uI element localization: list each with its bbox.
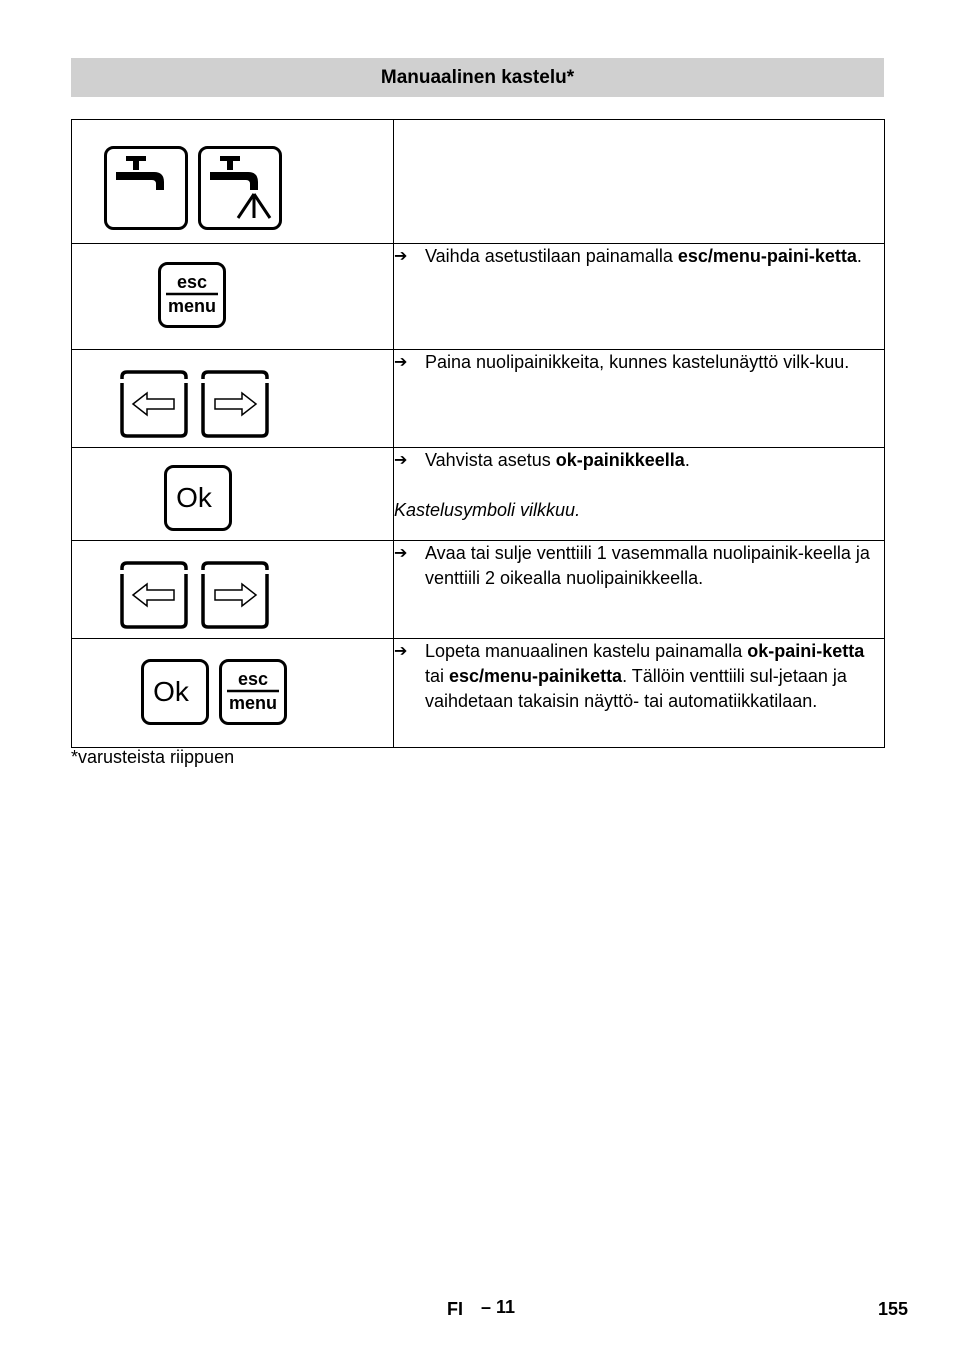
esc-key-label: esc [176,272,208,292]
icon-cell [72,541,394,639]
table-row [72,639,885,748]
right-arrow-icon: ➔ [394,545,408,562]
right-arrow-key-icon [200,369,270,439]
icon-cell [72,244,394,350]
right-arrow-icon: ➔ [394,452,408,469]
step-text: Paina nuolipainikkeita, kunnes kastelunäyttö vilk-kuu. [425,352,850,372]
right-arrow-key-icon [200,560,270,630]
esc-menu-key-icon [219,659,287,725]
text-cell [394,541,885,639]
text-cell [394,639,885,748]
step-text: Avaa tai sulje venttiili 1 vasemmalla nuolipainik-keella ja venttiili 2 oikealla nuolipainikkeella. [425,543,870,588]
table-row [72,120,885,244]
esc-menu-key-icon [158,262,226,328]
tap-spray-icon [198,146,282,230]
page-number: 155 [878,1299,909,1319]
ok-key-icon [164,465,232,531]
ok-key-icon [141,659,209,725]
table-row [72,244,885,350]
right-arrow-icon: ➔ [394,354,408,371]
step-bold-text: ok-painikkeella [555,450,685,470]
icon-cell [72,639,394,748]
instruction-step [394,639,884,714]
step-text: . [856,246,862,266]
step-text: tai [425,666,450,686]
instruction-step [394,448,884,473]
table-row [72,541,885,639]
menu-key-label: menu [228,693,278,713]
icon-cell [72,448,394,541]
step-bold-text: esc/menu-paini-ketta [677,246,857,266]
menu-key-label: menu [167,296,217,316]
left-arrow-key-icon [119,369,189,439]
text-cell [394,448,885,541]
right-arrow-icon: ➔ [394,248,408,265]
esc-key-label: esc [237,669,269,689]
icon-cell [72,120,394,244]
footer-language: FI [447,1299,463,1319]
right-arrow-icon: ➔ [394,643,408,660]
text-cell [394,120,885,244]
section-title: Manuaalinen kastelu* [71,58,884,97]
left-arrow-key-icon [119,560,189,630]
instruction-step [394,541,884,591]
step-text: Lopeta manuaalinen kastelu painamalla [425,641,748,661]
step-text: . Tällöin venttiili sul-jetaan ja vaihdetaan takaisin näyttö- tai automatiikkatilaan. [425,666,847,711]
table-row [72,350,885,448]
step-note: Kastelusymboli vilkkuu. [394,500,581,520]
step-text: Vahvista asetus [425,450,556,470]
ok-key-label: Ok [153,676,189,707]
instruction-step [394,350,884,375]
tap-icon [104,146,188,230]
step-bold-text: ok-paini-ketta [747,641,865,661]
instruction-step [394,244,884,269]
table-row [72,448,885,541]
step-text: Vaihda asetustilaan painamalla [425,246,678,266]
instruction-table [71,119,885,748]
text-cell [394,350,885,448]
footnote: *varusteista riippuen [71,747,235,767]
text-cell [394,244,885,350]
step-text: . [684,450,690,470]
step-bold-text: esc/menu-painiketta [449,666,623,686]
footer-section-page: – 11 [481,1297,516,1317]
icon-cell [72,350,394,448]
ok-key-label: Ok [176,482,212,513]
